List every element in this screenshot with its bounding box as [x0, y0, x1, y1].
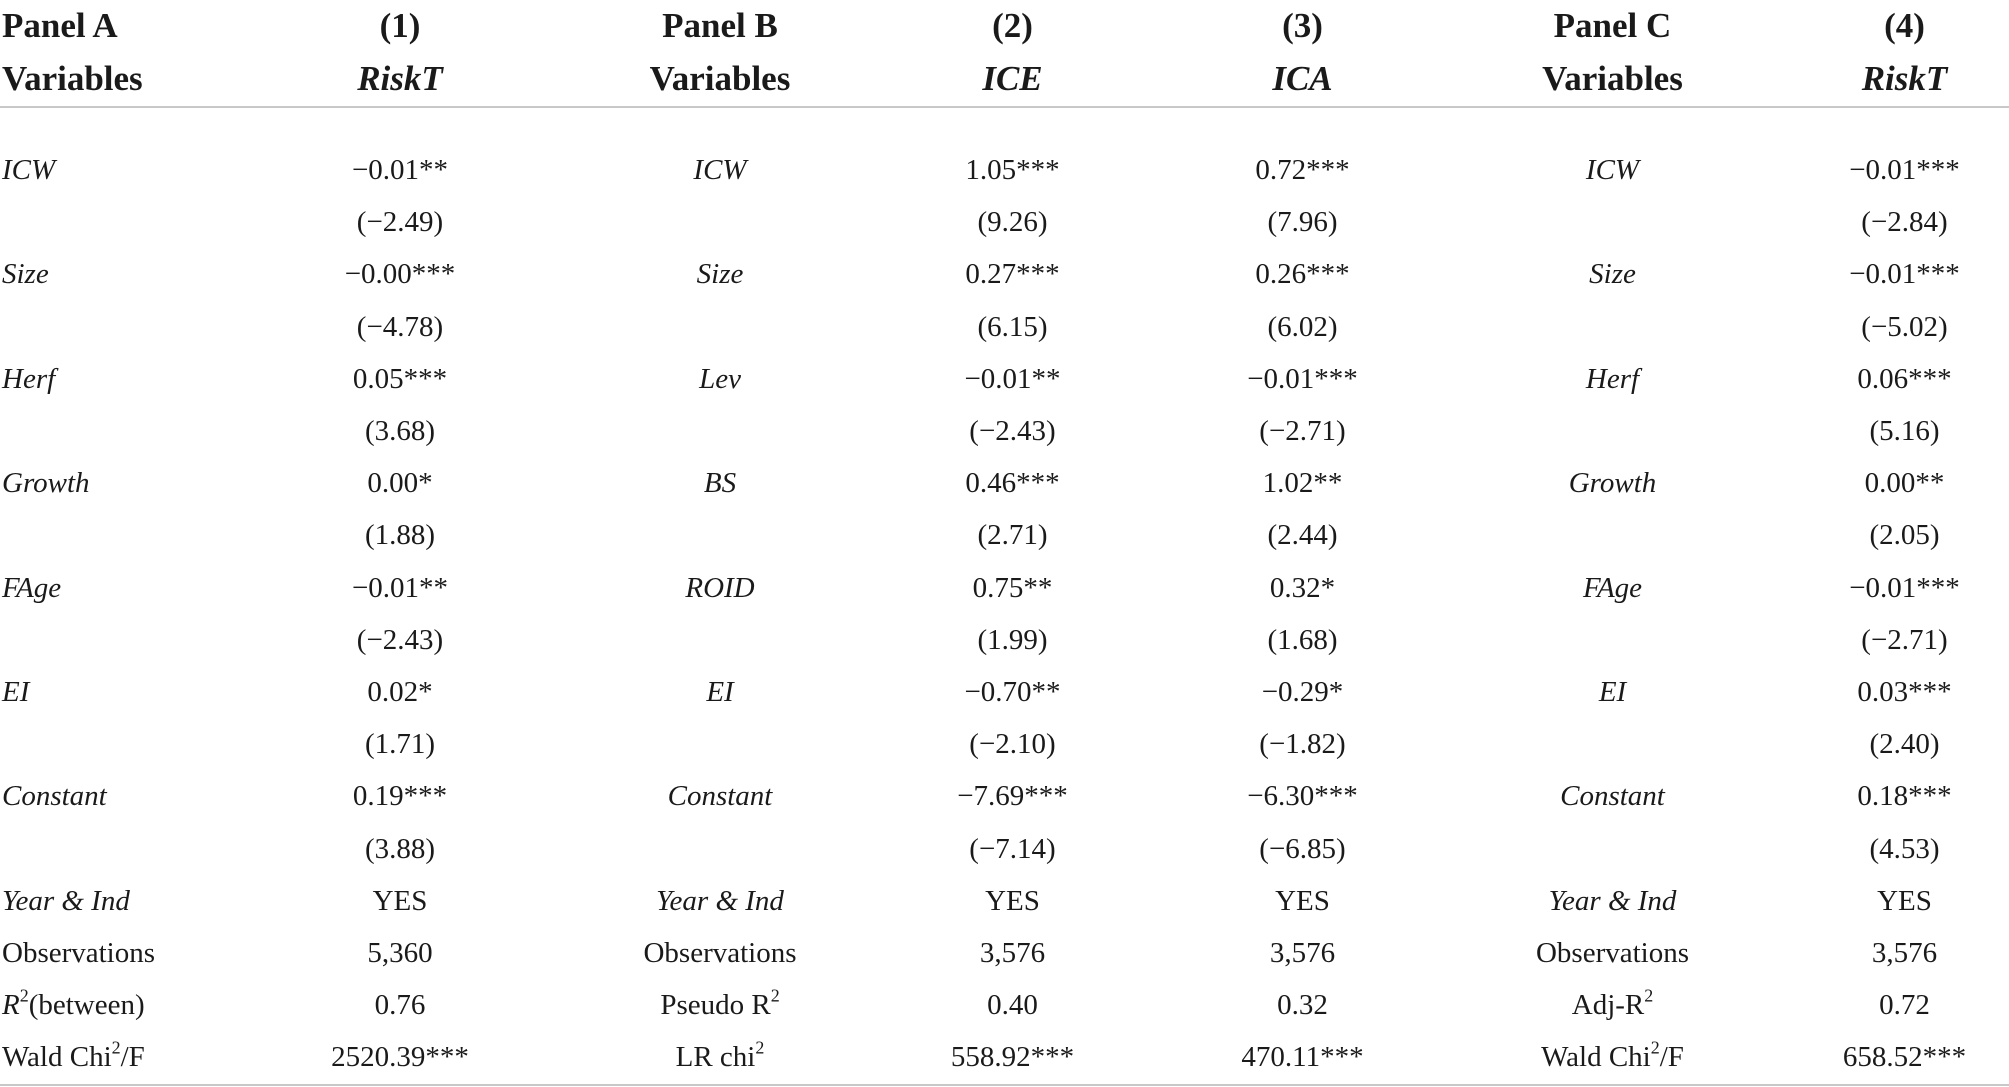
panel-c-var: FAge — [1582, 571, 1643, 604]
cell: YES — [1275, 884, 1330, 917]
col-3-number: (3) — [1282, 6, 1323, 45]
panel-b-var — [595, 823, 845, 875]
panel-a-var: Constant — [2, 780, 107, 813]
table-row — [0, 509, 2009, 561]
cell: (−2.49) — [356, 206, 444, 239]
cell: 0.32 — [1277, 989, 1328, 1022]
cell: 3,576 — [979, 937, 1046, 970]
cell: 0.72 — [1879, 989, 1930, 1022]
panel-c-var: ICW — [1585, 154, 1640, 186]
observations-label-b: Observations — [643, 937, 797, 970]
cell: 1.02** — [1262, 467, 1343, 500]
panel-b-var: ICW — [693, 154, 747, 186]
cell: (−2.84) — [1861, 206, 1948, 239]
wald-chi-label-c-rest: /F — [1659, 1041, 1684, 1074]
table-row — [0, 614, 2009, 666]
panel-c-variables-heading: Variables — [1425, 52, 1800, 107]
table-row — [0, 875, 2009, 927]
cell: (2.40) — [1869, 728, 1940, 761]
cell: −7.69*** — [957, 780, 1068, 813]
cell: (1.88) — [364, 519, 436, 552]
cell: 0.76 — [374, 989, 426, 1022]
cell: 0.03*** — [1857, 676, 1952, 709]
panel-c-var: Growth — [1568, 467, 1657, 500]
cell: −0.01** — [351, 571, 449, 604]
panel-a-var: FAge — [2, 571, 62, 604]
cell: (−6.85) — [1259, 832, 1346, 865]
cell: 0.40 — [987, 989, 1038, 1022]
cell: (2.05) — [1869, 519, 1940, 552]
cell: 0.75** — [972, 571, 1053, 604]
panel-c-var — [1425, 301, 1800, 353]
header-row-2 — [0, 52, 2009, 107]
cell: −6.30*** — [1247, 780, 1358, 813]
table-row — [0, 301, 2009, 353]
cell: 5,360 — [367, 937, 433, 970]
panel-b-var: Year & Ind — [656, 884, 784, 917]
adj-r2-label — [1425, 979, 1800, 1031]
lr-chi-label-sup: 2 — [755, 1037, 765, 1058]
panel-b-var — [595, 614, 845, 666]
cell: −0.01*** — [1849, 258, 1960, 291]
panel-a-var — [0, 405, 205, 457]
panel-c-var — [1425, 823, 1800, 875]
cell: (1.71) — [364, 728, 436, 761]
wald-chi-label-rest: /F — [120, 1041, 145, 1074]
cell: −0.00*** — [344, 258, 456, 291]
cell: (−2.43) — [969, 415, 1056, 448]
panel-a-var: Year & Ind — [2, 884, 130, 917]
panel-c-var: Year & Ind — [1548, 884, 1677, 917]
r2-label — [0, 979, 205, 1031]
panel-b-var — [595, 196, 845, 248]
col-4-dependent-var: RiskT — [1800, 52, 2009, 107]
panel-a-var — [0, 823, 205, 875]
cell: YES — [372, 884, 428, 917]
panel-b-heading: Panel B — [662, 6, 778, 45]
pseudo-r2-label — [595, 979, 845, 1031]
panel-c-var — [1425, 405, 1800, 457]
cell: −0.29* — [1261, 676, 1344, 709]
col-4-number: (4) — [1884, 6, 1925, 45]
cell: (−5.02) — [1861, 310, 1948, 343]
cell: 1.05*** — [965, 154, 1060, 186]
wald-chi-label-base: Wald Chi — [2, 1041, 112, 1074]
table-row — [0, 353, 2009, 405]
adj-r2-label-base: Adj-R — [1571, 989, 1645, 1022]
cell: (−2.71) — [1259, 415, 1346, 448]
panel-b-var: ROID — [685, 571, 755, 604]
panel-c-var — [1425, 196, 1800, 248]
panel-b-var — [595, 405, 845, 457]
cell: 658.52*** — [1800, 1031, 2009, 1084]
cell: 558.92*** — [845, 1031, 1180, 1084]
panel-b-var: BS — [703, 467, 737, 500]
cell: (6.02) — [1267, 310, 1338, 343]
pseudo-r2-label-sup: 2 — [770, 985, 780, 1006]
col-1-number: (1) — [379, 6, 421, 45]
pseudo-r2-label-base: Pseudo R — [660, 989, 771, 1022]
cell: (2.71) — [977, 519, 1048, 552]
panel-c-var: EI — [1598, 676, 1627, 709]
r2-row — [0, 979, 2009, 1031]
col-2-dependent-var: ICE — [845, 52, 1180, 107]
panel-a-var: Size — [2, 258, 49, 291]
wald-chi-label — [0, 1031, 205, 1084]
cell: 0.32* — [1269, 571, 1336, 604]
wald-chi-label-c — [1425, 1031, 1800, 1084]
cell: −0.70** — [964, 676, 1061, 709]
col-2-number: (2) — [992, 6, 1033, 45]
cell: (−4.78) — [356, 310, 444, 343]
cell: 0.00** — [1864, 467, 1945, 500]
chi-row — [0, 1031, 2009, 1084]
cell: (−2.43) — [356, 623, 444, 656]
table-row — [0, 248, 2009, 300]
cell: 0.06*** — [1857, 362, 1952, 395]
adj-r2-label-sup: 2 — [1644, 985, 1654, 1006]
wald-chi-label-sup: 2 — [111, 1037, 121, 1058]
panel-b-var: EI — [706, 676, 734, 709]
cell: 0.27*** — [965, 258, 1060, 291]
panel-c-var — [1425, 614, 1800, 666]
panel-a-var: Growth — [2, 467, 90, 500]
table-row — [0, 823, 2009, 875]
wald-chi-label-c-sup: 2 — [1650, 1037, 1660, 1058]
col-3-dependent-var: ICA — [1180, 52, 1425, 107]
cell: 0.18*** — [1857, 780, 1952, 813]
cell: −0.01*** — [1247, 362, 1358, 395]
cell: 3,576 — [1871, 937, 1938, 970]
panel-c-var: Herf — [1585, 362, 1640, 395]
wald-chi-label-c-base: Wald Chi — [1541, 1041, 1651, 1074]
panel-b-var: Size — [696, 258, 744, 291]
cell: (5.16) — [1869, 415, 1940, 448]
header-row-1 — [0, 0, 2009, 52]
r2-label-sup: 2 — [19, 985, 29, 1006]
table-row — [0, 405, 2009, 457]
panel-c-var: Size — [1589, 258, 1636, 291]
r2-label-base: R — [2, 989, 20, 1022]
table-row — [0, 196, 2009, 248]
cell: 3,576 — [1269, 937, 1336, 970]
observations-label: Observations — [2, 937, 156, 970]
table-row — [0, 144, 2009, 196]
cell: (−2.10) — [969, 728, 1056, 761]
panel-c-var — [1425, 718, 1800, 770]
cell: 0.46*** — [965, 467, 1060, 500]
cell: (1.68) — [1267, 623, 1338, 656]
cell: 0.19*** — [352, 780, 448, 813]
observations-row — [0, 927, 2009, 979]
panel-b-var — [595, 718, 845, 770]
table-row — [0, 770, 2009, 822]
cell: YES — [1877, 884, 1932, 917]
lr-chi-label — [595, 1031, 845, 1084]
cell: YES — [985, 884, 1040, 917]
cell: (3.88) — [364, 832, 436, 865]
table-row — [0, 666, 2009, 718]
r2-label-rest: (between) — [28, 989, 145, 1022]
cell: −0.01*** — [1849, 154, 1960, 186]
panel-c-var — [1425, 509, 1800, 561]
panel-b-variables-heading: Variables — [595, 52, 845, 107]
cell: (6.15) — [977, 310, 1048, 343]
cell: (−2.71) — [1861, 623, 1948, 656]
col-1-dependent-var: RiskT — [205, 52, 595, 107]
panel-a-var: ICW — [2, 154, 56, 186]
cell: (−7.14) — [969, 832, 1056, 865]
cell: 0.02* — [367, 676, 433, 709]
cell: 470.11*** — [1180, 1031, 1425, 1084]
lr-chi-label-base: LR chi — [675, 1041, 756, 1074]
cell: 0.05*** — [352, 362, 448, 395]
cell: 0.00* — [367, 467, 433, 500]
cell: (2.44) — [1267, 519, 1338, 552]
panel-a-heading: Panel A — [2, 6, 118, 45]
panel-a-var — [0, 614, 205, 666]
cell: 0.72*** — [1255, 154, 1350, 186]
cell: (7.96) — [1267, 206, 1338, 239]
panel-b-var: Lev — [699, 362, 741, 395]
panel-a-variables-heading: Variables — [0, 52, 205, 107]
cell: 2520.39*** — [205, 1031, 595, 1084]
panel-b-var — [595, 509, 845, 561]
cell: −0.01** — [964, 362, 1061, 395]
cell: −0.01** — [351, 154, 449, 186]
panel-a-var — [0, 509, 205, 561]
panel-a-var — [0, 718, 205, 770]
table-row — [0, 718, 2009, 770]
table-row — [0, 457, 2009, 509]
table-row — [0, 562, 2009, 614]
panel-c-heading: Panel C — [1553, 6, 1672, 45]
panel-a-var — [0, 301, 205, 353]
cell: 0.26*** — [1255, 258, 1350, 291]
panel-c-var: Constant — [1560, 780, 1665, 813]
cell: (4.53) — [1869, 832, 1940, 865]
panel-a-var — [0, 196, 205, 248]
panel-b-var: Constant — [667, 780, 773, 813]
cell: (1.99) — [977, 623, 1048, 656]
panel-a-var: EI — [2, 676, 30, 709]
cell: (9.26) — [977, 206, 1048, 239]
cell: −0.01*** — [1849, 571, 1960, 604]
cell: (−1.82) — [1259, 728, 1346, 761]
cell: (3.68) — [364, 415, 436, 448]
panel-a-var: Herf — [2, 362, 56, 395]
panel-b-var — [595, 301, 845, 353]
observations-label-c: Observations — [1535, 937, 1690, 970]
